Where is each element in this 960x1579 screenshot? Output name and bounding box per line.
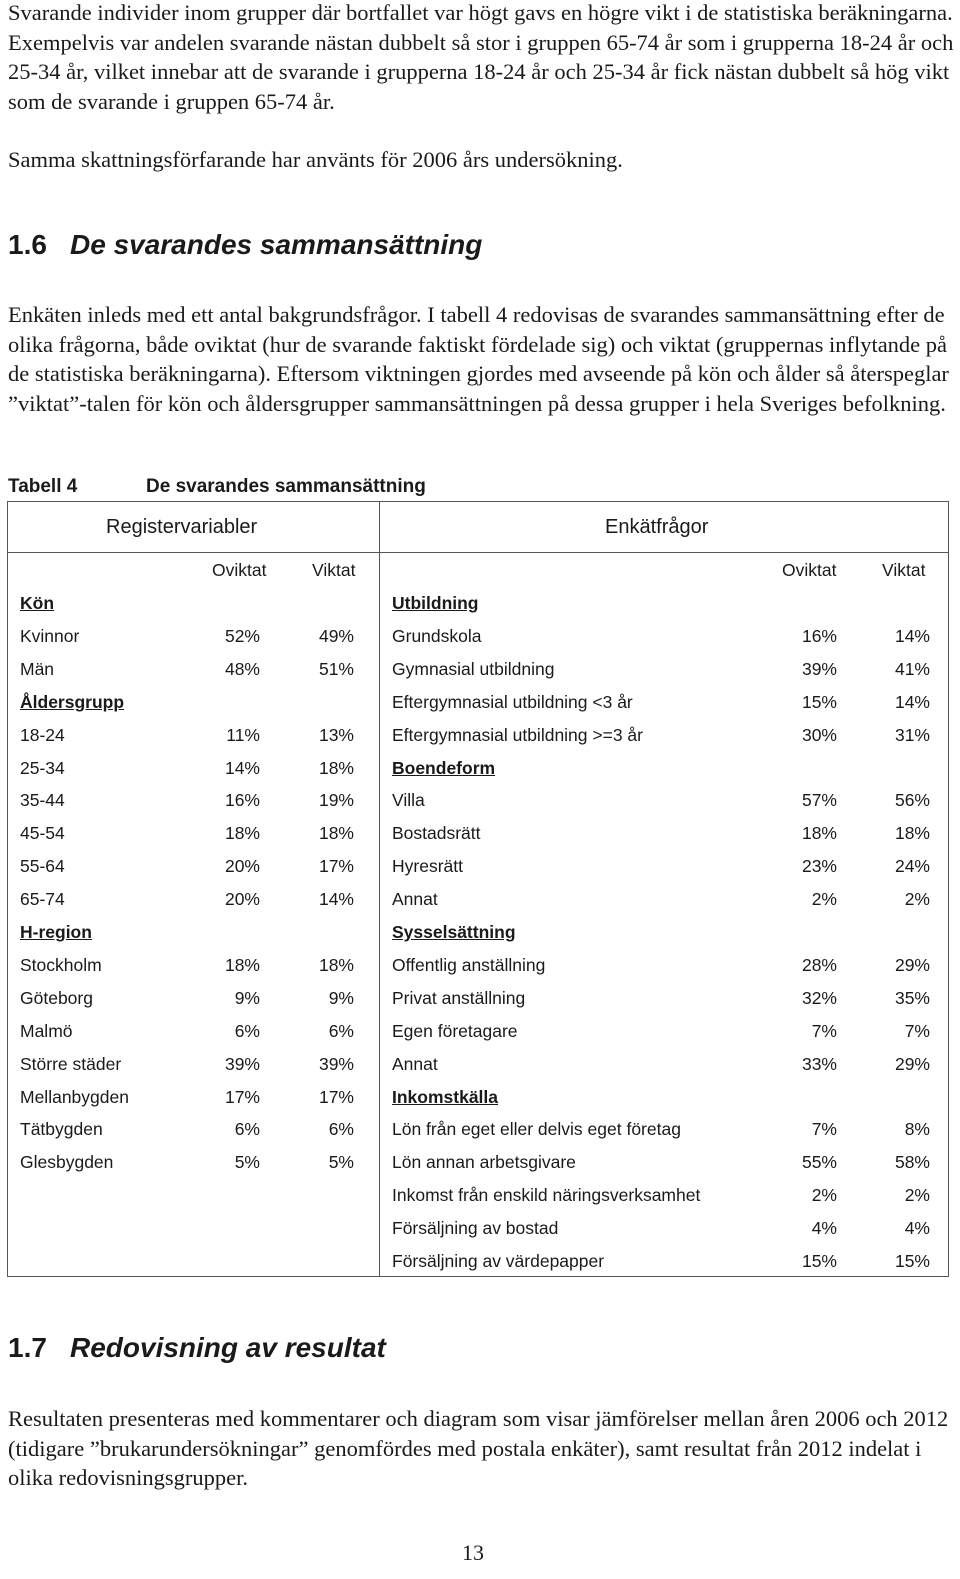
row-label: Män bbox=[20, 658, 55, 679]
value-weighted: 18% bbox=[894, 823, 930, 844]
value-weighted: 17% bbox=[318, 856, 354, 877]
row-label: Inkomst från enskild näringsverksamhet bbox=[392, 1185, 701, 1206]
section-title: Redovisning av resultat bbox=[70, 1332, 386, 1363]
col-header-unweighted: Oviktat bbox=[782, 560, 837, 580]
section-number: 1.6 bbox=[8, 229, 47, 260]
value-weighted: 13% bbox=[318, 724, 354, 745]
value-unweighted: 16% bbox=[801, 625, 837, 646]
value-unweighted: 20% bbox=[224, 856, 260, 877]
row-label: Gymnasial utbildning bbox=[392, 658, 555, 679]
row-label: Glesbygden bbox=[20, 1152, 114, 1173]
row-label: Annat bbox=[392, 1053, 438, 1074]
value-weighted: 51% bbox=[318, 658, 354, 679]
value-weighted: 56% bbox=[894, 790, 930, 811]
intro-paragraph: Svarande individer inom grupper där bortfallet var högt gavs en högre vikt i de statistiska beräkningarna. Exempelvis var andelen svarande nästan dubbelt så stor i gruppen 65-74 år som i grupperna 18-24 år och 25-34 år, vilket innebar att de svarande i grupperna 18-24 år och 25-34 år fick nästan dubbelt så hög vikt som de svarande i gruppen 65-74 år. bbox=[8, 0, 954, 114]
value-unweighted: 39% bbox=[224, 1053, 260, 1074]
value-weighted: 58% bbox=[894, 1152, 930, 1173]
intro-paragraph-2: Samma skattningsförfarande har använts för 2006 års undersökning. bbox=[8, 147, 623, 172]
table-title: De svarandes sammansättning bbox=[146, 476, 426, 497]
value-unweighted: 16% bbox=[224, 790, 260, 811]
row-label: Villa bbox=[392, 790, 425, 811]
row-label: 35-44 bbox=[20, 790, 65, 811]
row-label: Lön från eget eller delvis eget företag bbox=[392, 1119, 681, 1140]
value-unweighted: 2% bbox=[811, 889, 837, 910]
row-label: 55-64 bbox=[20, 856, 65, 877]
value-unweighted: 14% bbox=[224, 757, 260, 778]
value-unweighted: 11% bbox=[226, 724, 260, 745]
value-weighted: 2% bbox=[904, 889, 930, 910]
value-weighted: 7% bbox=[904, 1020, 930, 1041]
col-header-unweighted: Oviktat bbox=[212, 560, 267, 580]
row-label: Privat anställning bbox=[392, 987, 526, 1008]
group-heading: H-region bbox=[20, 922, 92, 942]
row-label: Annat bbox=[392, 889, 438, 910]
col-header-weighted: Viktat bbox=[882, 560, 926, 580]
right-header: Enkätfrågor bbox=[605, 516, 709, 538]
row-label: Bostadsrätt bbox=[392, 823, 481, 844]
row-label: Försäljning av värdepapper bbox=[392, 1251, 605, 1271]
row-label: 65-74 bbox=[20, 889, 65, 910]
value-weighted: 14% bbox=[894, 625, 930, 646]
value-unweighted: 55% bbox=[801, 1152, 837, 1173]
value-unweighted: 52% bbox=[224, 625, 260, 646]
row-label: Tätbygden bbox=[20, 1119, 103, 1140]
value-unweighted: 15% bbox=[801, 691, 837, 712]
value-unweighted: 6% bbox=[234, 1020, 260, 1041]
section-heading-1-6 bbox=[8, 229, 482, 261]
section-heading-1-7 bbox=[8, 1332, 386, 1364]
composition-table bbox=[7, 501, 949, 1277]
row-label: Hyresrätt bbox=[392, 856, 463, 877]
group-heading: Åldersgrupp bbox=[20, 691, 125, 712]
value-unweighted: 17% bbox=[224, 1086, 260, 1107]
value-weighted: 18% bbox=[318, 757, 354, 778]
value-unweighted: 18% bbox=[224, 823, 260, 844]
row-label: Grundskola bbox=[392, 625, 482, 646]
row-label: Eftergymnasial utbildning >=3 år bbox=[392, 724, 643, 745]
group-heading: Utbildning bbox=[392, 593, 479, 613]
value-weighted: 17% bbox=[318, 1086, 354, 1107]
value-weighted: 9% bbox=[328, 987, 354, 1008]
group-heading: Kön bbox=[20, 593, 55, 613]
value-weighted: 15% bbox=[894, 1251, 930, 1271]
value-weighted: 6% bbox=[328, 1119, 354, 1140]
results-paragraph: Resultaten presenteras med kommentarer och diagram som visar jämförelser mellan åren 2006 och 2012 (tidigare ”brukarundersökningar” genomfördes med postala enkäter), samt resultat från 2012 indelat i olika redovisningsgrupper. bbox=[8, 1406, 949, 1491]
value-weighted: 6% bbox=[328, 1020, 354, 1041]
value-weighted: 49% bbox=[318, 625, 354, 646]
col-header-weighted: Viktat bbox=[312, 560, 356, 580]
value-unweighted: 18% bbox=[801, 823, 837, 844]
page-number: 13 bbox=[462, 1540, 484, 1565]
value-weighted: 19% bbox=[318, 790, 354, 811]
left-header: Registervariabler bbox=[106, 516, 258, 538]
value-unweighted: 57% bbox=[801, 790, 837, 811]
group-heading: Boendeform bbox=[392, 757, 496, 778]
value-unweighted: 30% bbox=[801, 724, 837, 745]
value-unweighted: 7% bbox=[811, 1020, 837, 1041]
value-weighted: 14% bbox=[894, 691, 930, 712]
value-weighted: 41% bbox=[894, 658, 930, 679]
value-unweighted: 7% bbox=[811, 1119, 837, 1140]
value-unweighted: 5% bbox=[234, 1152, 260, 1173]
row-label: Stockholm bbox=[20, 954, 102, 975]
value-unweighted: 23% bbox=[801, 856, 837, 877]
row-label: Större städer bbox=[20, 1053, 122, 1074]
table-header-divider bbox=[8, 552, 948, 553]
value-weighted: 2% bbox=[904, 1185, 930, 1206]
row-label: Mellanbygden bbox=[20, 1086, 129, 1107]
row-label: Göteborg bbox=[20, 987, 93, 1008]
value-unweighted: 9% bbox=[234, 987, 260, 1008]
value-weighted: 29% bbox=[894, 1053, 930, 1074]
value-weighted: 31% bbox=[894, 724, 930, 745]
row-label: 18-24 bbox=[20, 724, 65, 745]
row-label: Kvinnor bbox=[20, 625, 80, 646]
value-unweighted: 48% bbox=[224, 658, 260, 679]
value-weighted: 35% bbox=[894, 987, 930, 1008]
value-unweighted: 33% bbox=[801, 1053, 837, 1074]
value-weighted: 18% bbox=[318, 823, 354, 844]
value-unweighted: 4% bbox=[811, 1218, 837, 1239]
value-unweighted: 6% bbox=[234, 1119, 260, 1140]
value-unweighted: 39% bbox=[801, 658, 837, 679]
row-label: 45-54 bbox=[20, 823, 65, 844]
group-heading: Inkomstkälla bbox=[392, 1086, 499, 1107]
row-label: Malmö bbox=[20, 1020, 73, 1041]
group-heading: Sysselsättning bbox=[392, 922, 516, 942]
value-weighted: 39% bbox=[318, 1053, 354, 1074]
table-label: Tabell 4 bbox=[8, 476, 78, 497]
value-unweighted: 28% bbox=[801, 954, 837, 975]
value-weighted: 14% bbox=[318, 889, 354, 910]
value-unweighted: 32% bbox=[801, 987, 837, 1008]
section-number: 1.7 bbox=[8, 1332, 47, 1363]
section-title: De svarandes sammansättning bbox=[70, 229, 483, 260]
value-weighted: 8% bbox=[904, 1119, 930, 1140]
row-label: Offentlig anställning bbox=[392, 954, 546, 975]
table-caption bbox=[8, 476, 426, 498]
row-label: Lön annan arbetsgivare bbox=[392, 1152, 576, 1173]
table-divider bbox=[379, 502, 380, 1276]
row-label: Eftergymnasial utbildning <3 år bbox=[392, 691, 633, 712]
value-weighted: 5% bbox=[328, 1152, 354, 1173]
value-unweighted: 2% bbox=[811, 1185, 837, 1206]
value-weighted: 4% bbox=[904, 1218, 930, 1239]
row-label: Försäljning av bostad bbox=[392, 1218, 559, 1239]
section-paragraph: Enkäten inleds med ett antal bakgrundsfrågor. I tabell 4 redovisas de svarandes sammansättning efter de olika frågorna, både oviktat (hur de svarande faktiskt fördelade sig) och viktat (gruppernas inflytande på de statistiska beräkningarna). Eftersom viktningen gjordes med avseende på kön och ålder så återspeglar ”viktat”-talen för kön och åldersgrupper sammansättningen på dessa grupper i hela Sveriges befolkning. bbox=[8, 302, 949, 416]
row-label: Egen företagare bbox=[392, 1020, 518, 1041]
row-label: 25-34 bbox=[20, 757, 65, 778]
value-unweighted: 18% bbox=[224, 954, 260, 975]
value-weighted: 24% bbox=[894, 856, 930, 877]
value-unweighted: 15% bbox=[801, 1251, 837, 1271]
value-weighted: 18% bbox=[318, 954, 354, 975]
value-weighted: 29% bbox=[894, 954, 930, 975]
value-unweighted: 20% bbox=[224, 889, 260, 910]
